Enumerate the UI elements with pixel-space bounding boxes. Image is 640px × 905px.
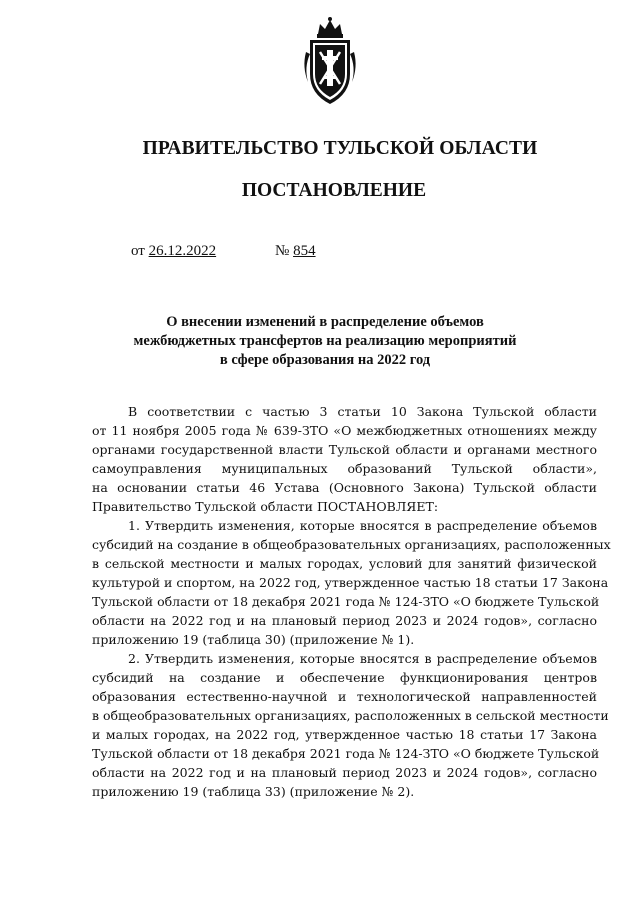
- document-type: ПОСТАНОВЛЕНИЕ: [241, 180, 427, 201]
- text-line: в сельской местности и малых городах, условий для занятий физической: [92, 556, 597, 571]
- paragraph-item-2: [92, 649, 609, 801]
- text-line: от 11 ноября 2005 года № 639-ЗТО «О межбюджетных отношениях между: [92, 423, 597, 438]
- text-line: В соответствии с частью 3 статьи 10 Закона Тульской области: [128, 404, 597, 419]
- text-line: приложению 19 (таблица 33) (приложение № 2).: [92, 784, 415, 799]
- subject-line: межбюджетных трансфертов на реализацию мероприятий: [133, 333, 517, 349]
- subject-line: в сфере образования на 2022 год: [219, 352, 431, 368]
- text-line: 1. Утвердить изменения, которые вносятся в распределение объемов: [128, 518, 597, 533]
- text-line: приложению 19 (таблица 30) (приложение № 1).: [92, 632, 415, 647]
- text-line: области на 2022 год и на плановый период 2023 и 2024 годов», согласно: [92, 765, 597, 780]
- text-line: 2. Утвердить изменения, которые вносятся в распределение объемов: [128, 651, 597, 666]
- government-title: ПРАВИТЕЛЬСТВО ТУЛЬСКОЙ ОБЛАСТИ: [142, 138, 538, 159]
- document-body: [92, 402, 611, 801]
- tula-coat-of-arms-icon: [300, 12, 360, 112]
- text-line: органами государственной власти Тульской области и органами местного: [92, 442, 597, 457]
- text-line: субсидий на создание в общеобразовательных организациях, расположенных: [92, 537, 611, 552]
- text-line: образования естественно-научной и технологической направленностей: [92, 689, 597, 704]
- text-line: области на 2022 год и на плановый период 2023 и 2024 годов», согласно: [92, 613, 597, 628]
- document-number: [275, 243, 316, 260]
- paragraph-item-1: [92, 516, 611, 649]
- document-subject: [100, 313, 550, 370]
- text-line: Правительство Тульской области ПОСТАНОВЛЯЕТ:: [92, 499, 439, 514]
- document-date: [131, 243, 216, 260]
- paragraph-preamble: [92, 402, 597, 516]
- text-line: и малых городах, на 2022 год, утвержденное частью 18 статьи 17 Закона: [92, 727, 597, 742]
- text-line: Тульской области от 18 декабря 2021 года № 124-ЗТО «О бюджете Тульской: [92, 594, 600, 609]
- text-line: Тульской области от 18 декабря 2021 года № 124-ЗТО «О бюджете Тульской: [92, 746, 600, 761]
- text-line: на основании статьи 46 Устава (Основного Закона) Тульской области: [92, 480, 597, 495]
- text-line: в общеобразовательных организациях, расположенных в сельской местности: [92, 708, 609, 723]
- number-prefix: №: [275, 243, 290, 259]
- date-prefix: от: [131, 243, 145, 259]
- date-value: 26.12.2022: [148, 243, 217, 259]
- text-line: культурой и спортом, на 2022 год, утвержденное частью 18 статьи 17 Закона: [92, 575, 609, 590]
- text-line: самоуправления муниципальных образований Тульской области»,: [92, 461, 597, 476]
- number-value: 854: [293, 243, 316, 259]
- subject-line: О внесении изменений в распределение объемов: [166, 314, 484, 330]
- text-line: субсидий на создание и обеспечение функционирования центров: [92, 670, 597, 685]
